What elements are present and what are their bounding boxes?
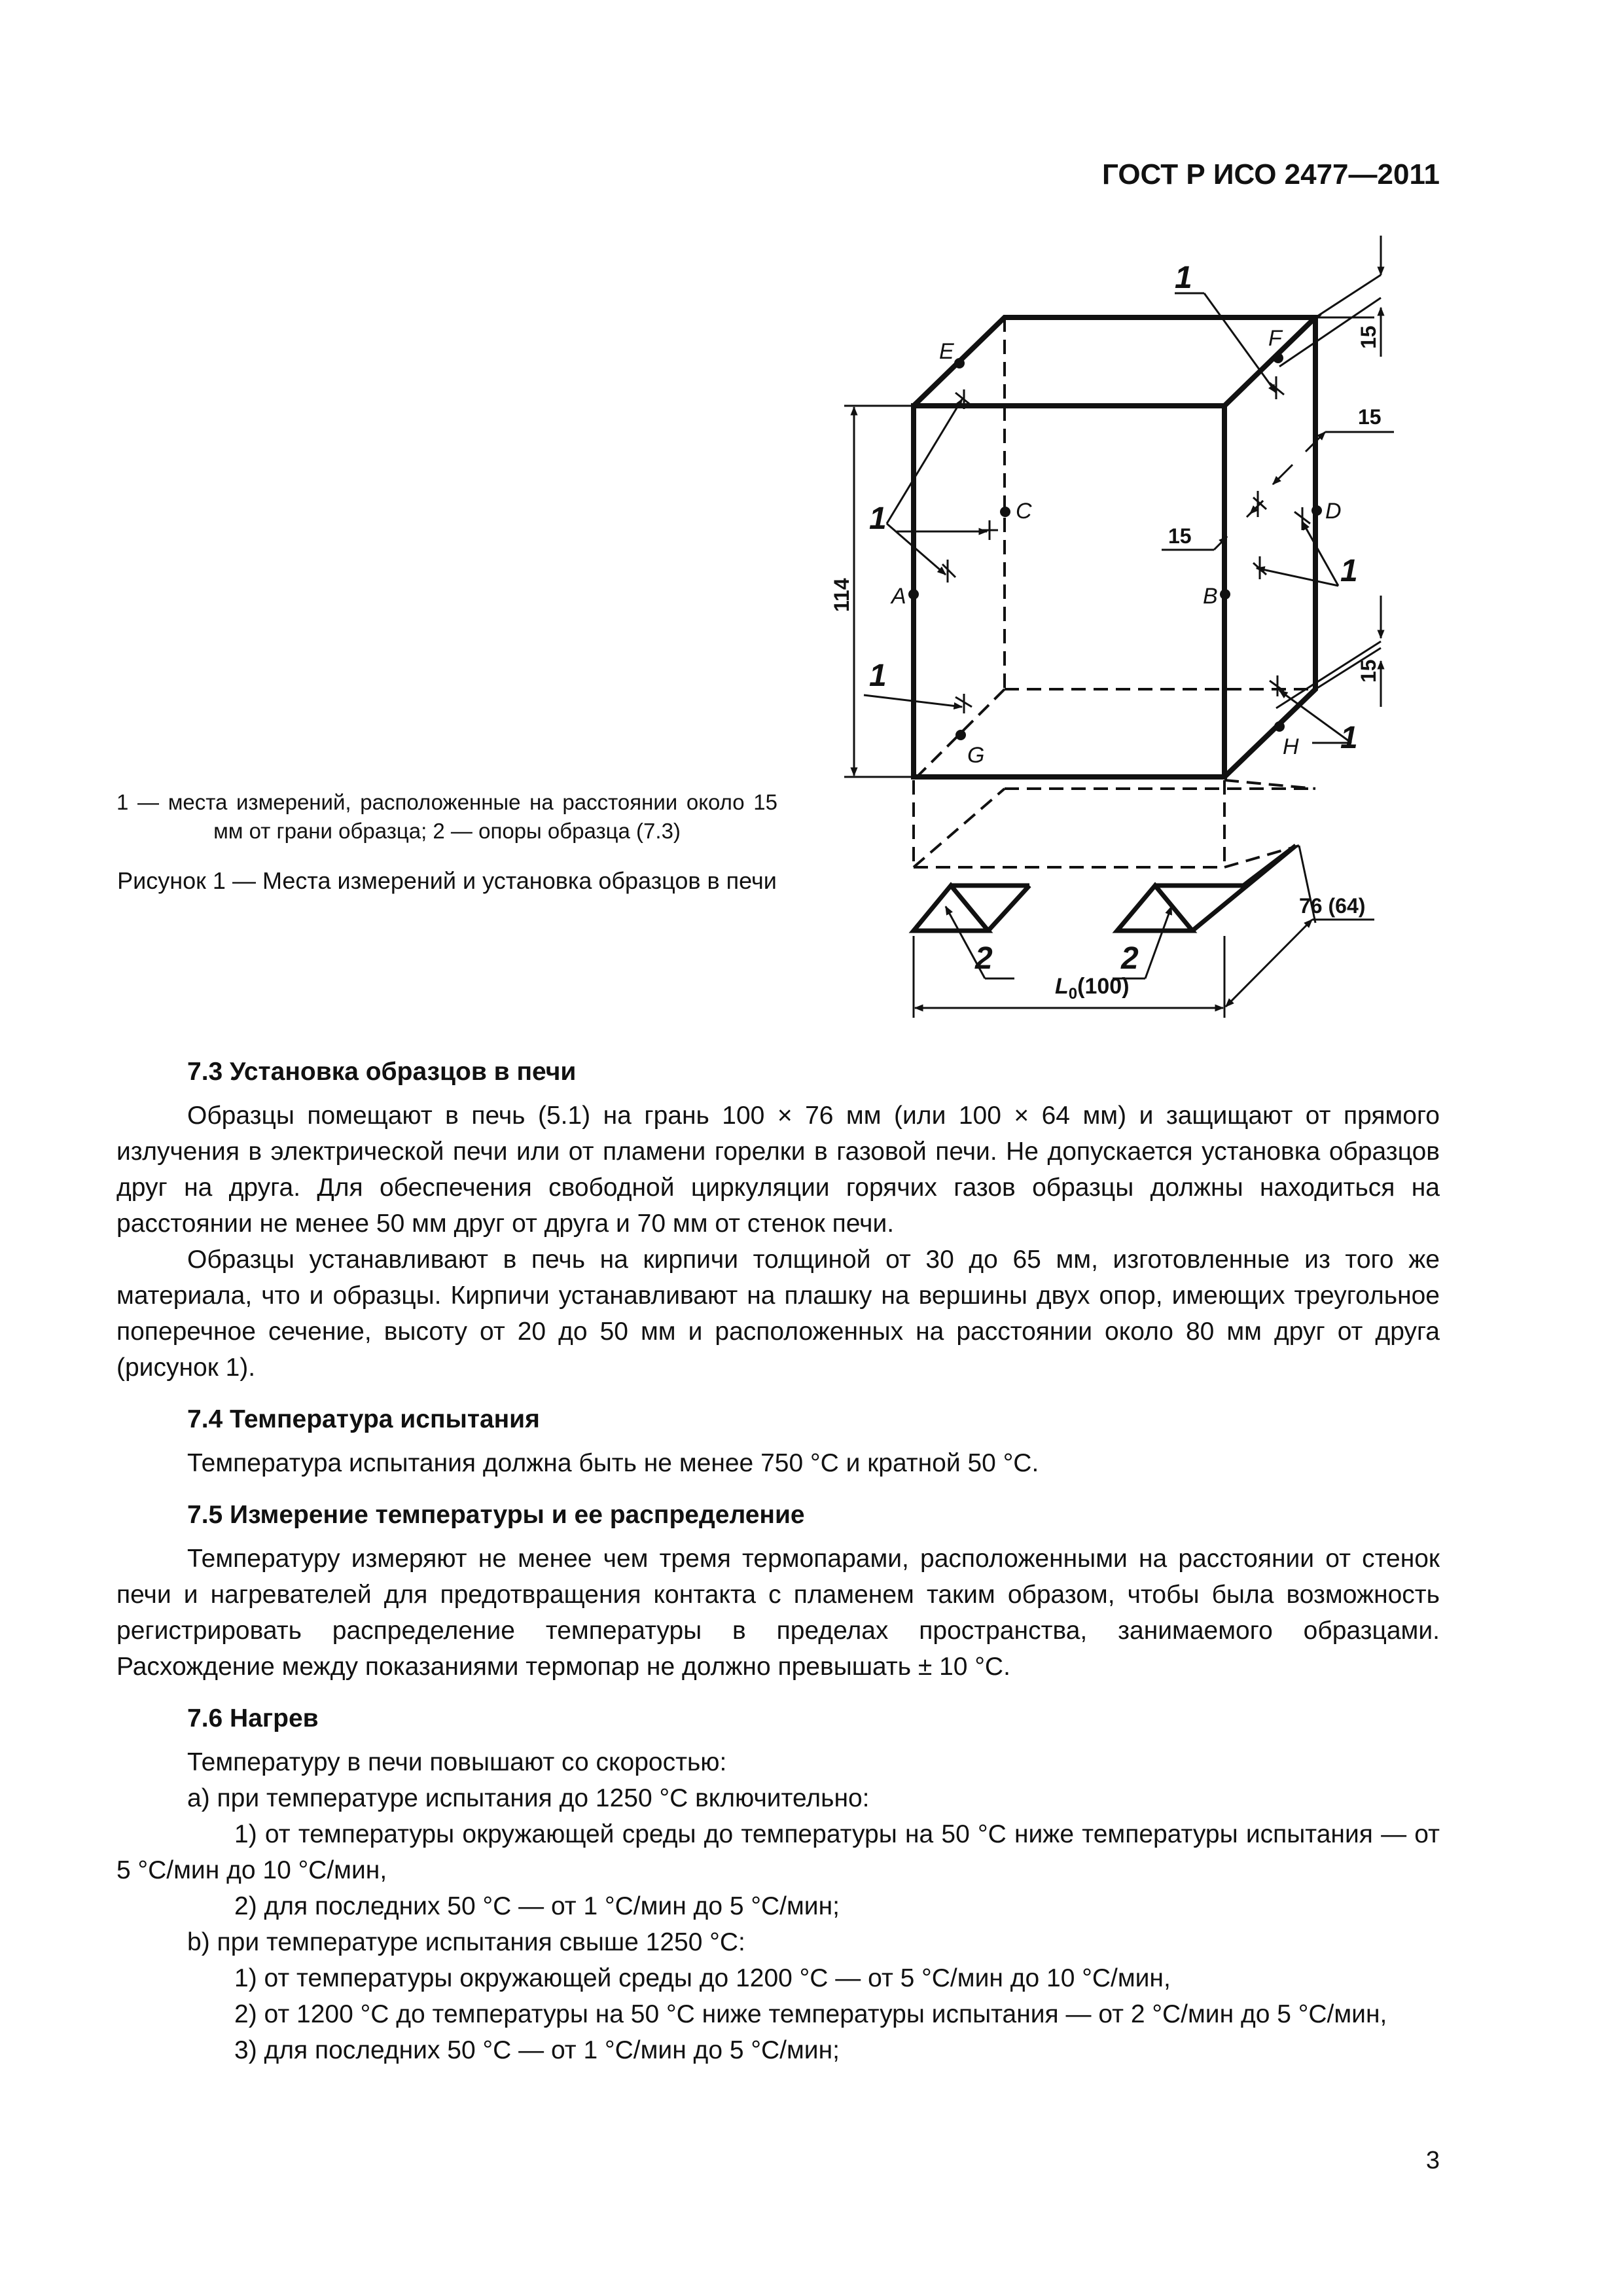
label-E: E	[939, 339, 954, 364]
point-F	[1273, 353, 1283, 363]
point-A	[908, 589, 919, 600]
section-heading: 7.3 Установка образцов в печи	[187, 1058, 577, 1086]
callout-1-right: 1	[1340, 554, 1358, 588]
dim-15-bottom: 15	[1357, 659, 1380, 683]
measurement-ticks	[942, 376, 1310, 713]
list-item: 2) от 1200 °С до температуры на 50 °С ниже температуры испытания — от 2 °С/мин до 5 °С/мин,	[234, 2000, 1387, 2028]
figure-title: Рисунок 1 — Места измерений и установка образцов в печи	[117, 867, 777, 894]
dim-114: 114	[830, 578, 853, 612]
callout-2-right: 2	[1121, 941, 1139, 976]
paragraph: Образцы помещают в печь (5.1) на грань 100 × 76 мм (или 100 × 64 мм) и защищают от прямого излучения в электрической печи или от пламени горелки в газовой печи. Не допускается установка образцов друг на друга. Для обеспечения свободной циркуляции горячих газов образцы должны находиться на расстоянии не менее 50 мм друг от друга и 70 мм от стенок печи.	[116, 1102, 1440, 1238]
label-H: H	[1283, 734, 1299, 759]
paragraph: Температура испытания должна быть не менее 750 °С и кратной 50 °С.	[187, 1449, 1039, 1477]
dim-15-right: 15	[1358, 405, 1382, 429]
dim-15-top: 15	[1357, 325, 1380, 349]
body-text	[116, 1054, 1440, 2068]
callout-2-left: 2	[975, 941, 993, 976]
dim-length-symbol: L	[1055, 974, 1069, 999]
list-item: 1) от температуры окружающей среды до температуры на 50 °С ниже температуры испытания — от 5 °С/мин до 10 °С/мин,	[116, 1820, 1440, 1884]
callout-1-right-bottom: 1	[1340, 721, 1358, 755]
document-code: ГОСТ Р ИСО 2477—2011	[1101, 158, 1440, 190]
list-item: 1) от температуры окружающей среды до 1200 °С — от 5 °С/мин до 10 °С/мин,	[234, 1964, 1171, 1992]
callout-1-top: 1	[1175, 260, 1192, 295]
section-heading: 7.4 Температура испытания	[187, 1405, 540, 1433]
point-B	[1220, 589, 1230, 600]
dim-15-middle: 15	[1168, 524, 1192, 548]
dim-length-value: (100)	[1077, 974, 1130, 999]
list-item: 2) для последних 50 °С — от 1 °С/мин до 5 °С/мин;	[234, 1892, 840, 1920]
section-heading: 7.5 Измерение температуры и ее распределение	[187, 1501, 805, 1529]
label-C: C	[1016, 499, 1032, 524]
dim-width: 76 (64)	[1299, 894, 1366, 918]
figure-caption	[116, 788, 777, 897]
label-G: G	[967, 743, 985, 768]
list-item: 3) для последних 50 °С — от 1 °С/мин до 5 °С/мин;	[234, 2036, 840, 2064]
point-G	[955, 730, 966, 740]
dim-length	[1055, 974, 1130, 1003]
point-C	[1000, 507, 1010, 517]
sample-supports	[914, 846, 1296, 931]
paragraph: Образцы устанавливают в печь на кирпичи толщиной от 30 до 65 мм, изготовленные из того же материала, что и образцы. Кирпичи устанавливают на плашку на вершины двух опор, имеющих треугольное поперечное сечение, высоту от 20 до 50 мм и расположенных на расстоянии около 80 мм друг от друга (рисунок 1).	[116, 1246, 1440, 1382]
hidden-edges	[914, 317, 1315, 780]
paragraph: Температуру измеряют не менее чем тремя термопарами, расположенными на расстоянии от стенок печи и нагревателей для предотвращения контакта с пламенем таким образом, чтобы была возможность регистрировать распределение температуры в пределах пространства, занимаемого образцами. Расхождение между показаниями термопар не должно превышать ± 10 °С.	[116, 1545, 1440, 1681]
section-heading: 7.6 Нагрев	[187, 1704, 319, 1732]
list-item: a) при температуре испытания до 1250 °С включительно:	[187, 1784, 870, 1812]
figure-legend: 1 — места измерений, расположенные на расстоянии около 15 мм от грани образца; 2 — опоры образца (7.3)	[116, 790, 777, 843]
paragraph: Температуру в печи повышают со скоростью:	[187, 1748, 727, 1776]
measurement-points	[908, 353, 1322, 740]
callout-1-left-bottom: 1	[869, 658, 887, 693]
figure-specimen-diagram	[772, 223, 1453, 1034]
dim-length-subscript: 0	[1068, 985, 1078, 1003]
page-number: 3	[1425, 2147, 1440, 2174]
point-H	[1274, 721, 1285, 732]
list-item: b) при температуре испытания свыше 1250 °С:	[187, 1928, 745, 1956]
label-A: A	[891, 584, 906, 609]
callout-1-left: 1	[869, 501, 887, 536]
specimen-outline	[914, 317, 1315, 777]
support-plate	[914, 780, 1315, 867]
label-D: D	[1325, 499, 1342, 524]
leader-lines	[864, 293, 1351, 978]
label-B: B	[1203, 584, 1218, 609]
point-E	[954, 358, 965, 368]
label-F: F	[1268, 326, 1282, 351]
point-D	[1311, 505, 1322, 516]
